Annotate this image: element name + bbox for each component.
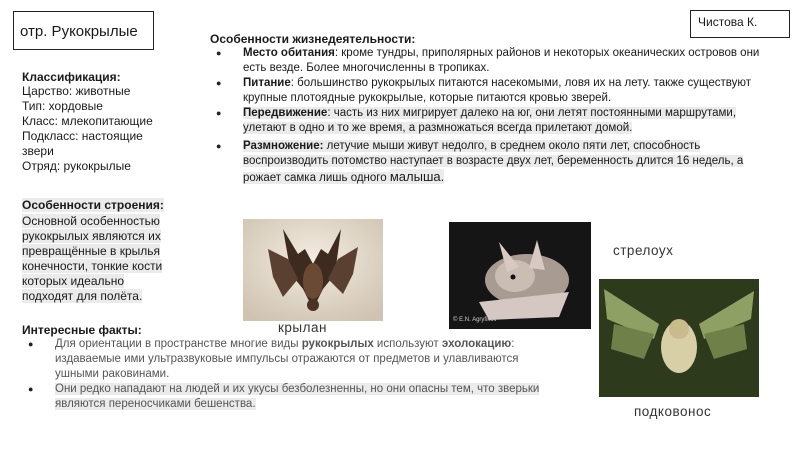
structure-line: рукокрылых являются их	[22, 229, 161, 243]
structure-heading: Особенности строения:	[22, 198, 164, 212]
fruit-bat-image	[243, 219, 383, 321]
classification-line: Тип: хордовые	[22, 99, 103, 113]
life-item-habitat	[210, 46, 770, 76]
fact-text: Для ориентации в пространстве многие виды	[55, 338, 302, 350]
life-label: Питание	[243, 77, 291, 89]
caption-horseshoe-bat: подковонос	[634, 404, 712, 419]
fact-bold: рукокрылых	[301, 338, 374, 350]
structure-line: которых идеально	[22, 274, 125, 288]
fact-text: используют	[373, 338, 439, 350]
structure-line: превращённые в крылья	[22, 244, 161, 258]
fact-bold: эхолокацию	[441, 338, 512, 350]
life-label: Передвижение	[243, 107, 328, 119]
classification-line: Класс: млекопитающие	[22, 114, 153, 128]
classification-line: звери	[22, 144, 54, 158]
photo-credit: © E.N. Agryfikov	[453, 317, 497, 323]
life-label: Размножение:	[243, 140, 324, 152]
fact-item-echolocation	[22, 337, 562, 382]
life-text: : кроме тундры, приполярных районов и некоторых океанических островов они есть везде. Более многочисленны в тропиках.	[243, 47, 760, 74]
life-item-food	[210, 76, 770, 106]
life-text: летучие мыши живут недолго, в среднем около пяти лет, способность воспроизводить потомство наступает в возрасте двух лет, беременность длится 16 недель, а рожает самка лишь одного	[243, 140, 744, 184]
life-item-movement	[210, 106, 770, 136]
life-item-reproduction	[210, 139, 770, 186]
classification-line: Подкласс: настоящие	[22, 129, 143, 143]
long-eared-bat-image	[449, 222, 591, 329]
classification-line: Царство: животные	[22, 84, 131, 98]
life-text: : большинство рукокрылых питаются насекомыми, ловя их на лету. также существуют крупные плотоядные рукокрылые, которые питаются кровью зверей.	[243, 77, 751, 104]
horseshoe-bat-image	[599, 279, 759, 397]
classification-line: Отряд: рукокрылые	[22, 159, 131, 173]
classification-heading: Классификация:	[22, 70, 121, 84]
photo-long-eared-bat	[449, 222, 591, 329]
structure-line: подходят для полёта.	[22, 289, 143, 303]
photo-fruit-bat	[243, 219, 383, 321]
fact-text: Они редко нападают на людей и их укусы безболезненны, но они опасны тем, что зверьки являются переносчиками бешенства.	[55, 383, 540, 410]
facts-heading: Интересные факты:	[22, 323, 142, 337]
life-heading: Особенности жизнедеятельности:	[210, 32, 416, 46]
structure-block	[22, 196, 212, 304]
author-name: Чистова К.	[690, 10, 790, 38]
life-label: Место обитания	[243, 47, 335, 59]
structure-line: конечности, тонкие кости	[22, 259, 163, 273]
structure-line: Основной особенностью	[22, 214, 160, 228]
life-text-tail: малыша.	[389, 169, 445, 184]
fact-item-rabies	[22, 382, 562, 412]
classification-block	[22, 70, 202, 174]
caption-long-eared-bat: стрелоух	[613, 243, 674, 258]
photo-horseshoe-bat	[599, 279, 759, 397]
caption-fruit-bat: крылан	[278, 320, 327, 335]
life-block	[210, 32, 770, 186]
facts-block	[22, 323, 562, 412]
slide-title: отр. Рукокрылые	[13, 11, 154, 50]
life-text: : часть из них мигрирует далеко на юг, они летят постоянными маршрутами, улетают в одно и то же время, а размножаться всегда прилетают домой.	[243, 107, 737, 134]
fact-text: : издаваемые ими ультразвуковые импульсы отражаются от предметов и улавливаются ушными раковинами.	[55, 338, 519, 380]
